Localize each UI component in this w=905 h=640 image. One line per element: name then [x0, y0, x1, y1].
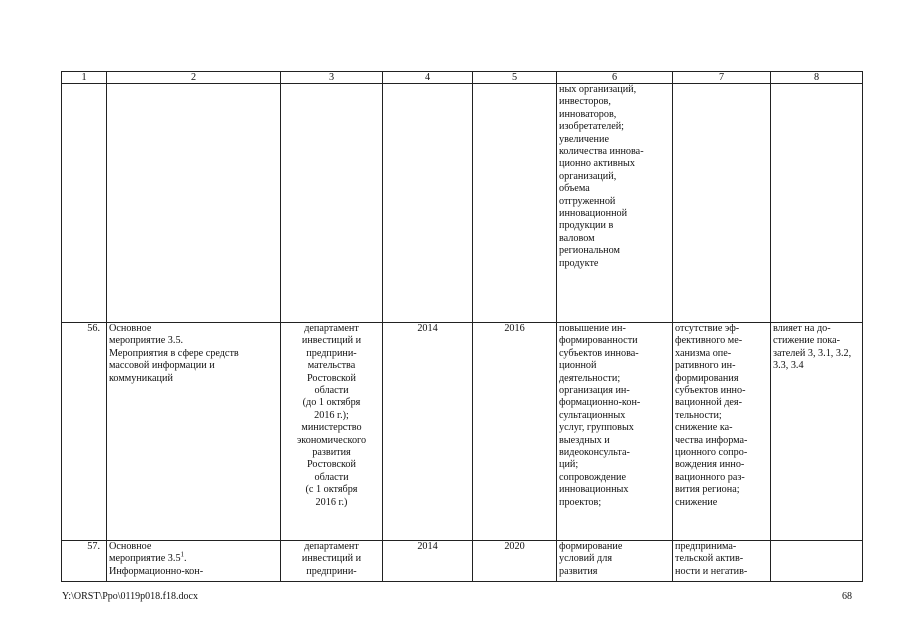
cell-line: отгруженной	[559, 195, 616, 207]
cell-line: (с 1 октября	[305, 484, 358, 496]
cell-line: Мероприятия в сфере средств	[109, 347, 239, 359]
cell-consequence	[673, 541, 771, 582]
footnote-marker: 1	[180, 551, 185, 560]
cell-line: количества иннова-	[559, 146, 644, 158]
header-cell-6: 6	[557, 72, 673, 84]
cell-line: стижение пока-	[773, 335, 841, 347]
header-cell-5: 5	[473, 72, 557, 84]
cell-line: деятельности;	[559, 372, 621, 384]
cell-line: развития	[312, 447, 351, 459]
cell-indicator-link	[771, 323, 863, 541]
cell-line: снижение ка-	[675, 422, 733, 434]
cell-line: экономического	[296, 434, 367, 446]
cell-line: тельности;	[675, 409, 722, 421]
cell-line: фективного ме-	[675, 335, 743, 347]
cell-line: увеличение	[559, 133, 609, 145]
cell-line: ных организаций,	[559, 84, 637, 95]
cell-line: мательства	[307, 360, 356, 372]
cell-expected-result	[557, 541, 673, 582]
cell-end-year	[473, 84, 557, 323]
cell-line: (до 1 октября	[302, 397, 361, 409]
cell-num	[62, 84, 107, 323]
cell-executor	[281, 84, 383, 323]
cell-line: развития	[559, 565, 598, 577]
cell-indicator-link	[771, 84, 863, 323]
program-table	[61, 71, 863, 582]
cell-line: предпринима-	[675, 541, 737, 552]
cell-line: вационной дея-	[675, 397, 742, 409]
cell-line: ционного сопро-	[675, 447, 748, 459]
cell-line: инновационной	[559, 208, 628, 220]
cell-line: предприни-	[306, 347, 357, 359]
cell-line: видеоконсульта-	[559, 447, 630, 459]
cell-line: ционно активных	[559, 158, 635, 170]
cell-end-year: 2020	[473, 541, 557, 582]
cell-line: отсутствие эф-	[675, 323, 740, 334]
cell-name	[107, 541, 281, 582]
cell-line: мероприятие 3.5.	[109, 335, 184, 347]
cell-line: 2016 г.);	[314, 409, 349, 421]
cell-line: зателей 3, 3.1, 3.2,	[773, 347, 852, 359]
cell-line: выездных и	[559, 434, 610, 446]
cell-start-year: 2014	[383, 541, 473, 582]
cell-executor	[281, 323, 383, 541]
cell-line: тельской актив-	[675, 553, 744, 565]
cell-line: Ростовской	[307, 372, 356, 384]
header-cell-8: 8	[771, 72, 863, 84]
cell-line: массовой информации и	[109, 360, 215, 372]
cell-line: условий для	[559, 553, 613, 565]
cell-line: ности и негатив-	[675, 565, 748, 577]
table-row-57	[62, 541, 863, 582]
cell-line: департамент	[304, 541, 359, 552]
cell-num: 56.	[62, 323, 107, 541]
cell-line: формирования	[675, 372, 739, 384]
cell-name	[107, 323, 281, 541]
cell-line: вождения инно-	[675, 459, 745, 471]
cell-name	[107, 84, 281, 323]
cell-line: организация ин-	[559, 385, 630, 397]
footer-file-path: Y:\ORST\Ppo\0119p018.f18.docx	[62, 591, 198, 602]
cell-line: предприни-	[306, 565, 357, 577]
cell-line: ций;	[559, 459, 579, 471]
cell-line: вационного раз-	[675, 471, 745, 483]
cell-line: министерство	[301, 422, 362, 434]
cell-line: департамент	[304, 323, 359, 334]
cell-line: формирование	[559, 541, 623, 552]
cell-line: коммуникаций	[109, 372, 173, 384]
cell-line: ханизма опе-	[675, 347, 732, 359]
cell-line: продукте	[559, 257, 599, 269]
table-row-continuation	[62, 84, 863, 323]
cell-line: ционной	[559, 360, 597, 372]
header-cell-7: 7	[673, 72, 771, 84]
cell-line: области	[314, 471, 349, 483]
cell-line: сультационных	[559, 409, 626, 421]
cell-line: формационно-кон-	[559, 397, 641, 409]
cell-line: субъектов иннова-	[559, 347, 639, 359]
cell-expected-result	[557, 323, 673, 541]
name-line-text: мероприятие 3.5	[109, 553, 181, 565]
header-cell-3: 3	[281, 72, 383, 84]
cell-num: 57.	[62, 541, 107, 582]
table-row-56	[62, 323, 863, 541]
name-line: Основное	[109, 541, 152, 552]
name-line-suffix: .	[184, 553, 187, 565]
name-line: Информационно-кон-	[109, 565, 204, 577]
cell-line: инновационных	[559, 484, 629, 496]
cell-executor	[281, 541, 383, 582]
cell-line: субъектов инно-	[675, 385, 746, 397]
cell-indicator-link	[771, 541, 863, 582]
cell-line: сопровождение	[559, 471, 627, 483]
cell-line: повышение ин-	[559, 323, 626, 334]
footer-page-number: 68	[842, 591, 852, 602]
cell-line: области	[314, 385, 349, 397]
cell-consequence	[673, 323, 771, 541]
cell-line: валовом	[559, 232, 595, 244]
cell-line: чества информа-	[675, 434, 748, 446]
cell-line: 3.3, 3.4	[773, 360, 804, 372]
cell-line: услуг, групповых	[559, 422, 634, 434]
cell-start-year	[383, 84, 473, 323]
cell-line: ративного ин-	[675, 360, 736, 372]
header-cell-4: 4	[383, 72, 473, 84]
cell-line: 2016 г.)	[315, 496, 348, 508]
cell-expected-result	[557, 84, 673, 323]
cell-line: Ростовской	[307, 459, 356, 471]
cell-line: изобретателей;	[559, 121, 625, 133]
cell-line: инвестиций и	[301, 553, 362, 565]
name-line	[109, 553, 278, 565]
cell-start-year: 2014	[383, 323, 473, 541]
cell-line: региональном	[559, 245, 620, 257]
header-cell-1: 1	[62, 72, 107, 84]
cell-line: инвестиций и	[301, 335, 362, 347]
cell-line: Основное	[109, 323, 152, 334]
cell-end-year: 2016	[473, 323, 557, 541]
cell-line: формированности	[559, 335, 638, 347]
cell-line: объема	[559, 183, 590, 195]
cell-line: инвесторов,	[559, 96, 611, 108]
cell-line: влияет на до-	[773, 323, 831, 334]
cell-consequence	[673, 84, 771, 323]
header-cell-2: 2	[107, 72, 281, 84]
cell-line: продукции в	[559, 220, 614, 232]
cell-line: проектов;	[559, 496, 602, 508]
cell-line: организаций,	[559, 170, 617, 182]
cell-line: вития региона;	[675, 484, 740, 496]
header-row	[62, 72, 863, 84]
cell-line: снижение	[675, 496, 718, 508]
cell-line: инноваторов,	[559, 108, 617, 120]
